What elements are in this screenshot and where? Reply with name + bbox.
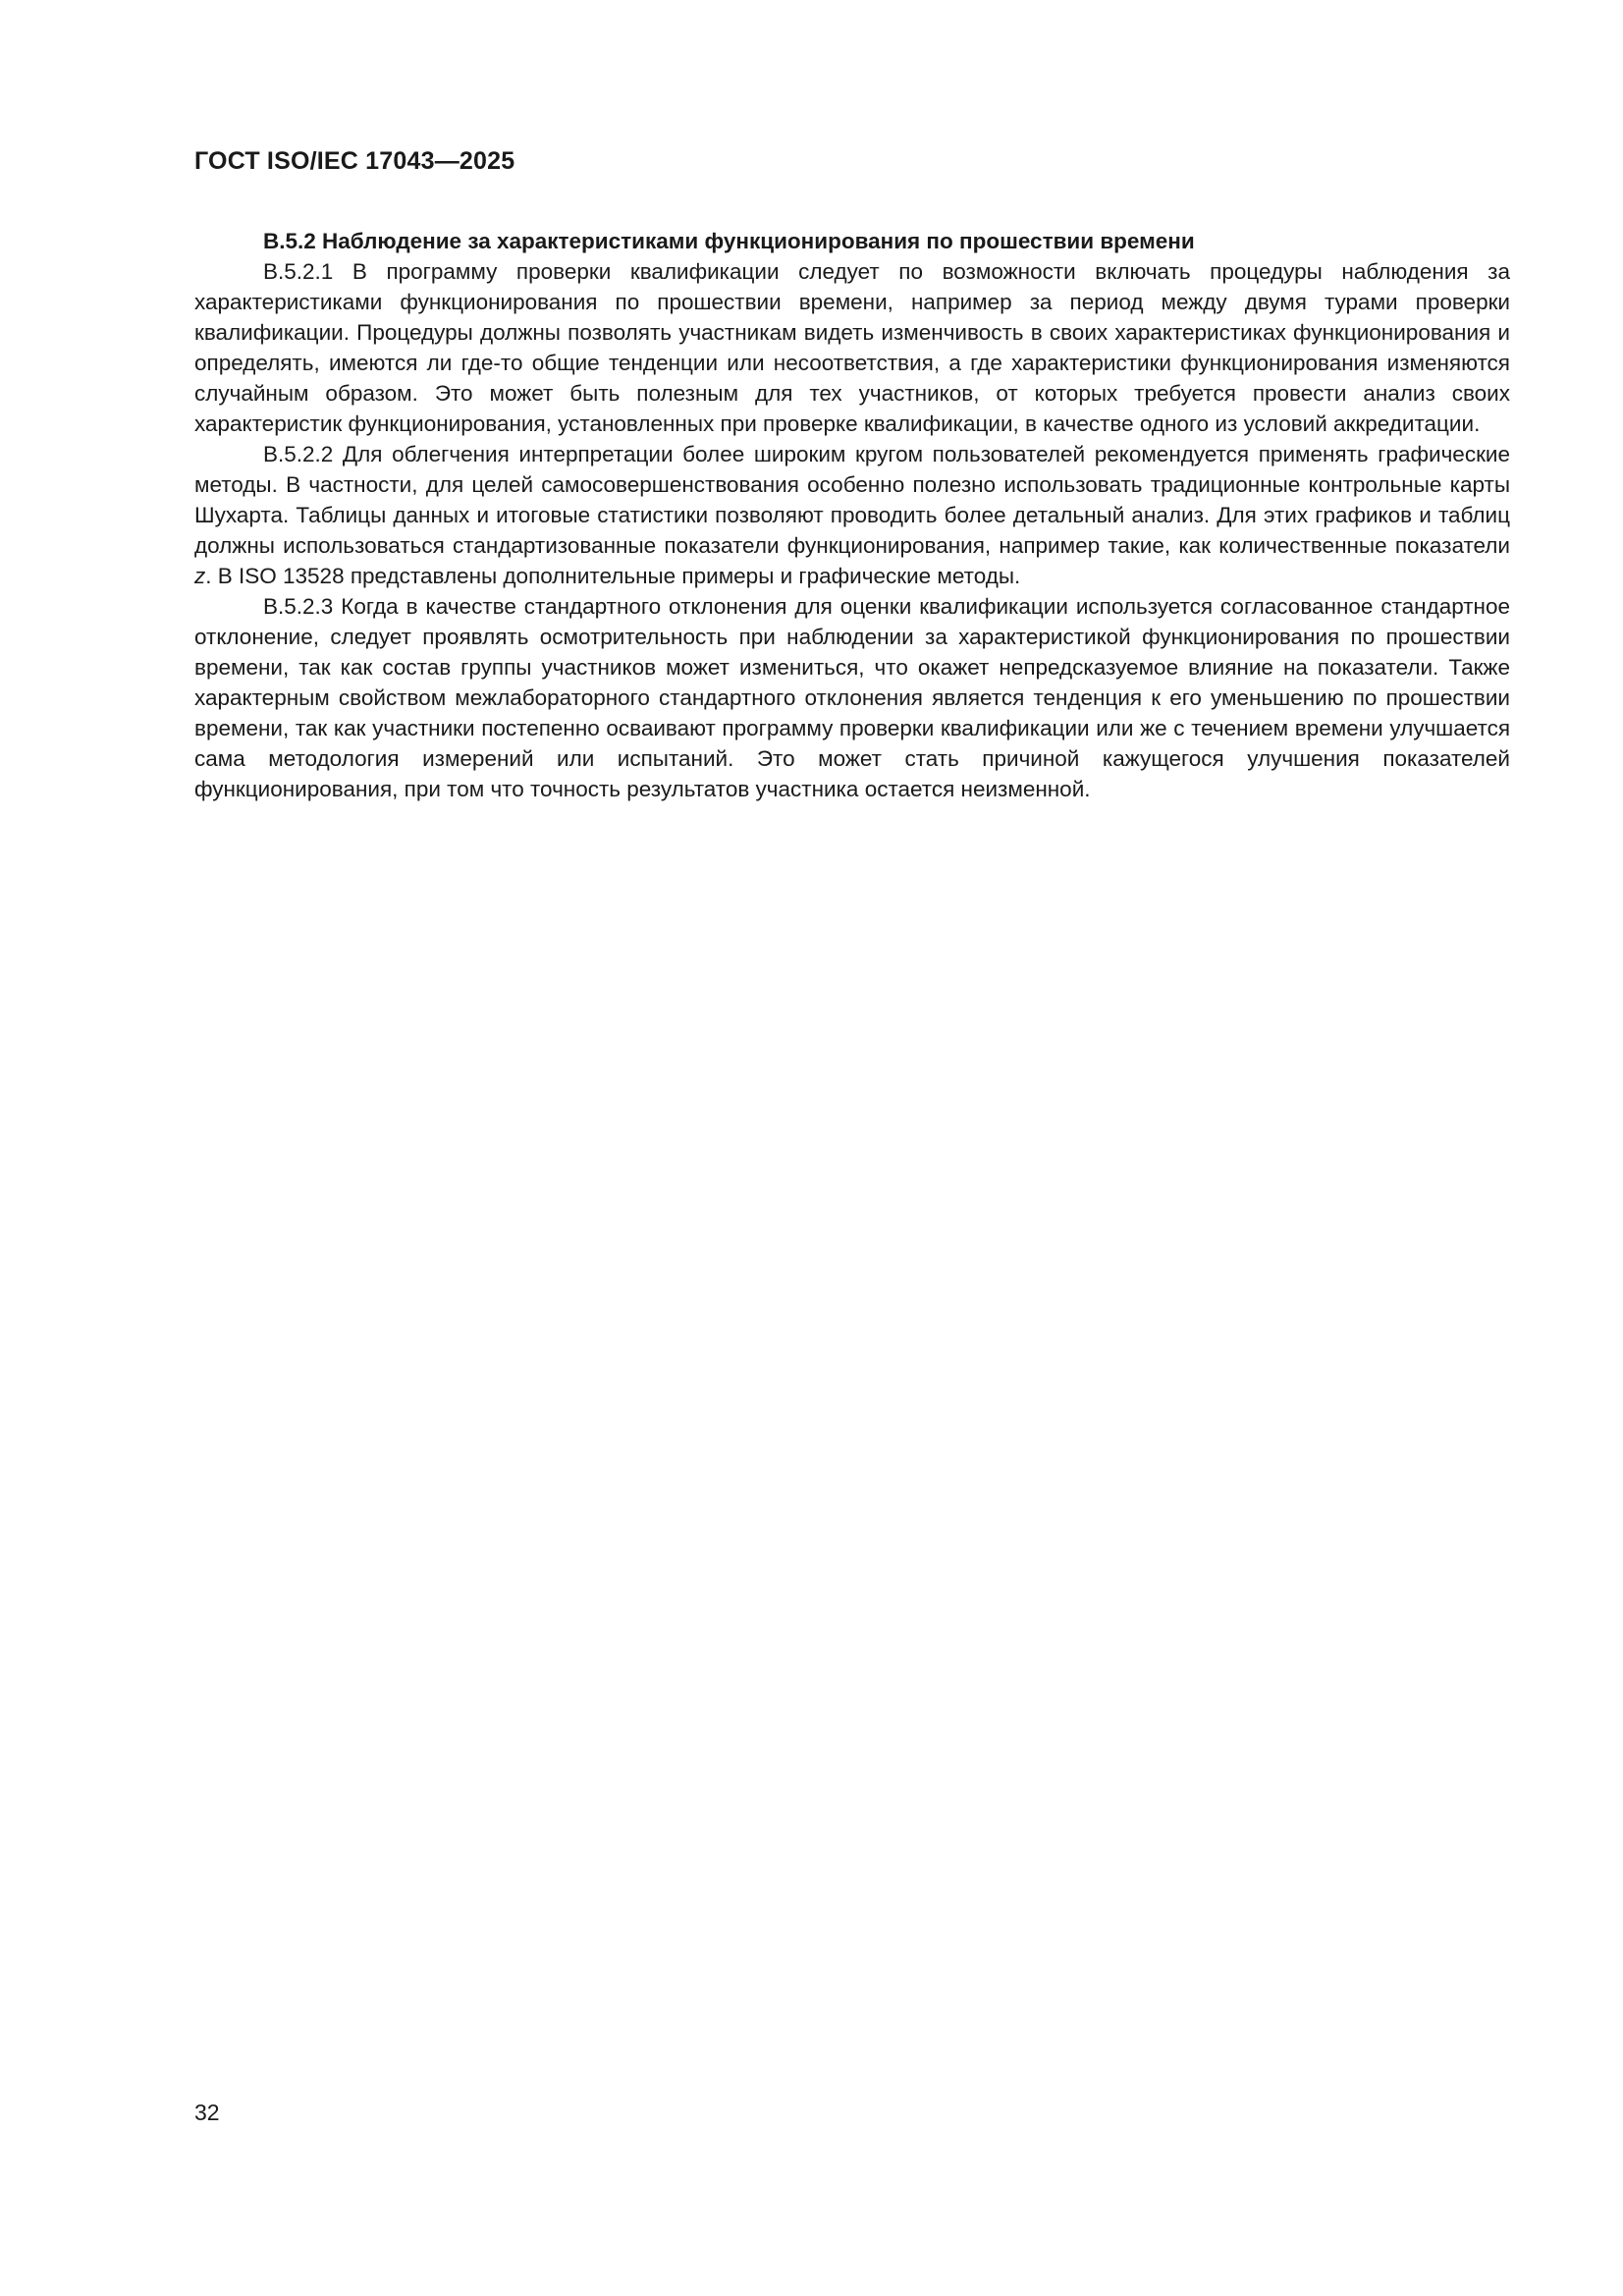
paragraph-text-before: B.5.2.2 Для облегчения интерпретации более широким кругом пользователей рекомендуется применять графические методы. В частности, для целей самосовершенствования особенно полезно использовать традиционные контрольные карты Шухарта. Таблицы данных и итоговые статистики позволяют проводить более детальный анализ. Для этих графиков и таблиц должны использоваться стандартизованные показатели функционирования, например такие, как количественные показатели [194,442,1510,558]
page-number: 32 [194,2100,220,2125]
paragraph-b-5-2-3: B.5.2.3 Когда в качестве стандартного отклонения для оценки квалификации используется согласованное стандартное отклонение, следует проявлять осмотрительность при наблюдении за характеристикой функционирования по прошествии времени, так как состав группы участников может измениться, что окажет непредсказуемое влияние на показатели. Также характерным свойством межлабораторного стандартного отклонения является тенденция к его уменьшению по прошествии времени, так как участники постепенно осваивают программу проверки квалификации или же с течением времени улучшается сама методология измерений или испытаний. Это может стать причиной кажущегося улучшения показателей функционирования, при том что точность результатов участника остается неизменной. [194,594,1510,801]
page-header-standard-code: ГОСТ ISO/IEC 17043—2025 [194,147,515,175]
paragraph-text-after: . В ISO 13528 представлены дополнительные примеры и графические методы. [205,564,1021,588]
paragraph-b-5-2-1: B.5.2.1 В программу проверки квалификации следует по возможности включать процедуры наблюдения за характеристиками функционирования по прошествии времени, например за период между двумя турами проверки квалификации. Процедуры должны позволять участникам видеть изменчивость в своих характеристиках функционирования и определять, имеются ли где-то общие тенденции или несоответствия, а где характеристики функционирования изменяются случайным образом. Это может быть полезным для тех участников, от которых требуется провести анализ своих характеристик функционирования, установленных при проверке квалификации, в качестве одного из условий аккредитации. [194,259,1510,436]
document-body [194,226,1510,804]
section-heading: B.5.2 Наблюдение за характеристиками функционирования по прошествии времени [263,229,1195,253]
paragraph-b-5-2-2 [194,439,1510,591]
z-score-symbol: z [194,564,206,588]
